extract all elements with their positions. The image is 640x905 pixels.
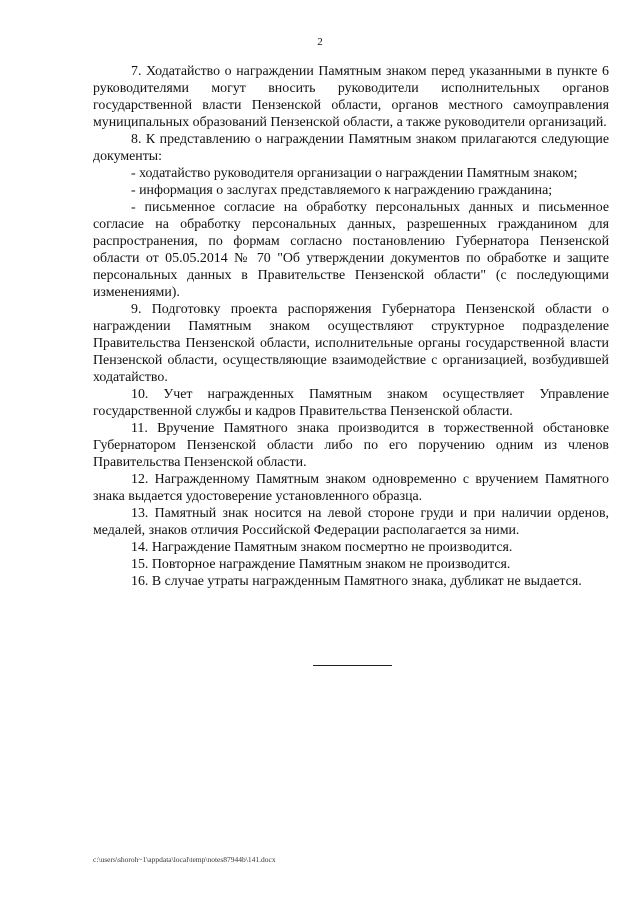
list-item-petition: - ходатайство руководителя организации о награждении Памятным знаком; [131,166,578,181]
paragraph-13: 13. Памятный знак носится на левой стороне груди и при наличии орденов, медалей, знаков отличия Российской Федерации располагается за ними. [93,506,609,538]
paragraph-10: 10. Учет награжденных Памятным знаком осуществляет Управление государственной службы и кадров Правительства Пензенской области. [93,387,609,419]
end-divider [313,665,392,666]
paragraph-12: 12. Награжденному Памятным знаком одновременно с вручением Памятного знака выдается удостоверение установленного образца. [93,472,609,504]
page-number: 2 [317,36,323,48]
list-item-merits-info: - информация о заслугах представляемого к награждению гражданина; [131,183,553,198]
paragraph-7: 7. Ходатайство о награждении Памятным знаком перед указанными в пункте 6 руководителями могут вносить руководители исполнительных органов государственной власти Пензенской области, органов местного самоуправления муниципальных образований Пензенской области, а также руководители организаций. [93,64,609,130]
file-path-footer: c:\users\shoroh~1\appdata\local\temp\notes87944b\141.docx [93,855,276,864]
document-body [93,63,609,590]
list-item-consent: - письменное согласие на обработку персональных данных и письменное согласие на обработку персональных данных, разрешенных гражданином для распространения, по формам согласно постановлению Губернатора Пензенской области от 05.05.2014 № 70 "Об утверждении документов по обработке и защите персональных данных в Правительстве Пензенской области" (с последующими изменениями). [93,200,609,300]
paragraph-16: 16. В случае утраты награжденным Памятного знака, дубликат не выдается. [131,574,582,589]
paragraph-15: 15. Повторное награждение Памятным знаком не производится. [131,557,511,572]
paragraph-9: 9. Подготовку проекта распоряжения Губернатора Пензенской области о награждении Памятным знаком осуществляют структурное подразделение Правительства Пензенской области, исполнительные органы государственной власти Пензенской области, осуществляющие взаимодействие с организацией, возбудившей ходатайство. [93,302,609,385]
paragraph-11: 11. Вручение Памятного знака производится в торжественной обстановке Губернатором Пензенской области либо по его поручению одним из членов Правительства Пензенской области. [93,421,609,470]
paragraph-8: 8. К представлению о награждении Памятным знаком прилагаются следующие документы: [93,132,609,164]
paragraph-14: 14. Награждение Памятным знаком посмертно не производится. [131,540,513,555]
